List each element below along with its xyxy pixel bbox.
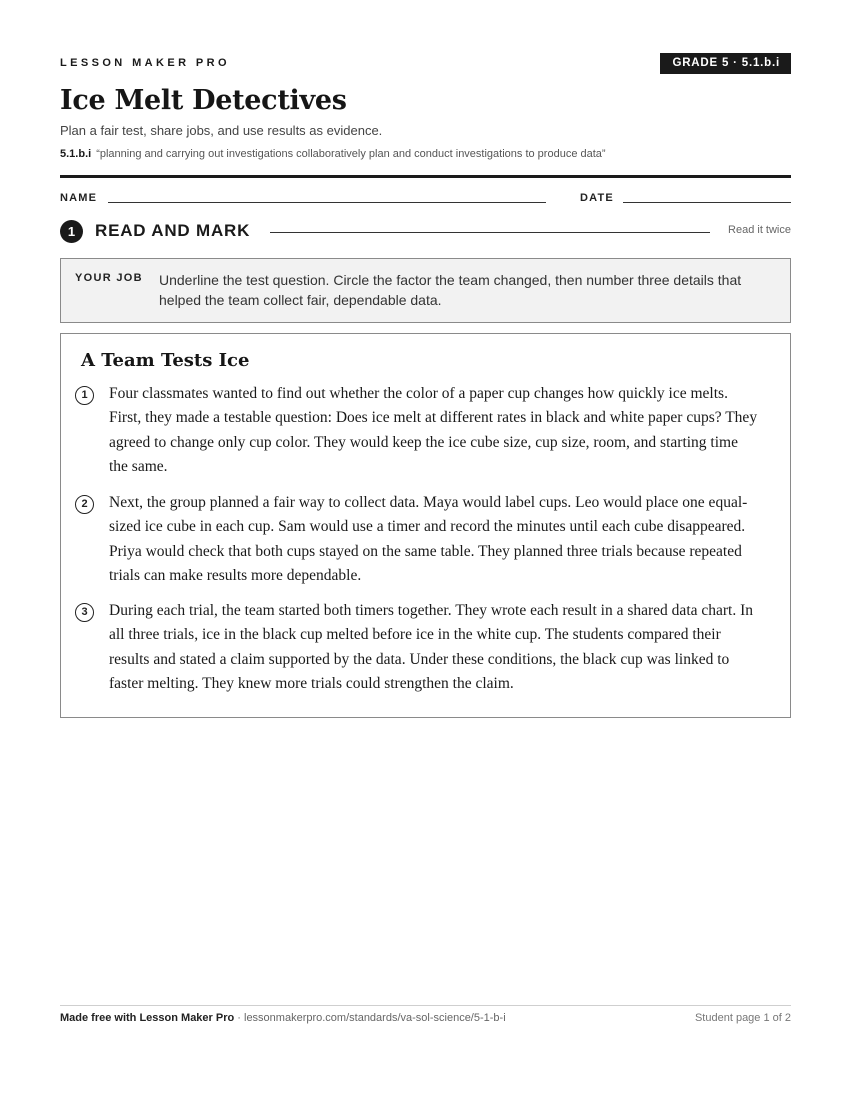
section-hint: Read it twice xyxy=(728,224,791,236)
paragraph-text: Four classmates wanted to find out whether the color of a paper cup changes how quickly ice melts. First, they made a testable question: Does ice melt at different rates in black and white paper cups? They agreed to change only cup color. They would keep the ice cube size, cup size, room, and starting time the same. xyxy=(109,385,758,475)
worksheet-page xyxy=(60,0,791,1100)
section-divider xyxy=(270,232,710,233)
reading-passage-box xyxy=(60,333,791,718)
name-write-line[interactable] xyxy=(108,202,546,203)
page-subtitle: Plan a fair test, share jobs, and use results as evidence. xyxy=(60,123,383,138)
job-label: YOUR JOB xyxy=(75,272,143,284)
footer-url: · lessonmakerpro.com/standards/va-sol-science/5-1-b-i xyxy=(234,1012,506,1024)
footer-divider xyxy=(60,1005,791,1006)
job-text: Underline the test question. Circle the factor the team changed, then number three details that helped the team collect fair, dependable data. xyxy=(159,272,742,308)
footer-credit xyxy=(60,1012,506,1024)
paragraph-number: 1 xyxy=(75,386,94,405)
paragraph-number: 3 xyxy=(75,603,94,622)
section-title: READ AND MARK xyxy=(95,221,251,240)
standard-line xyxy=(60,148,606,160)
job-instructions-box xyxy=(60,258,791,323)
date-write-line[interactable] xyxy=(623,202,791,203)
page-title: Ice Melt Detectives xyxy=(60,85,347,116)
paragraph-text: During each trial, the team started both timers together. They wrote each result in a shared data chart. In all three trials, ice in the black cup melted before ice in the white cup. The students compared their results and stated a claim supported by the data. Under these conditions, the black cup was linked to faster melting. They knew more trials could strengthen the claim. xyxy=(109,602,754,692)
header-divider xyxy=(60,175,791,178)
paragraph-text: Next, the group planned a fair way to collect data. Maya would label cups. Leo would place one equal-sized ice cube in each cup. Sam would use a timer and record the minutes until each cube disappeared. Priya would check that both cups stayed on the same table. They planned three trials because repeated trials can make results more dependable. xyxy=(109,494,748,584)
name-label: NAME xyxy=(60,192,98,204)
paragraph-number: 2 xyxy=(75,495,94,514)
section-number-badge: 1 xyxy=(60,220,83,243)
standard-text: “planning and carrying out investigations collaboratively plan and conduct investigations to produce data” xyxy=(96,148,606,160)
footer-brand: Made free with Lesson Maker Pro xyxy=(60,1012,235,1024)
footer-page-number: Student page 1 of 2 xyxy=(694,1012,791,1024)
date-label: DATE xyxy=(580,192,614,204)
standard-code: 5.1.b.i xyxy=(60,148,92,160)
brand-name: LESSON MAKER PRO xyxy=(60,57,230,69)
grade-badge: GRADE 5 · 5.1.b.i xyxy=(660,53,791,74)
reading-title: A Team Tests Ice xyxy=(81,350,250,371)
